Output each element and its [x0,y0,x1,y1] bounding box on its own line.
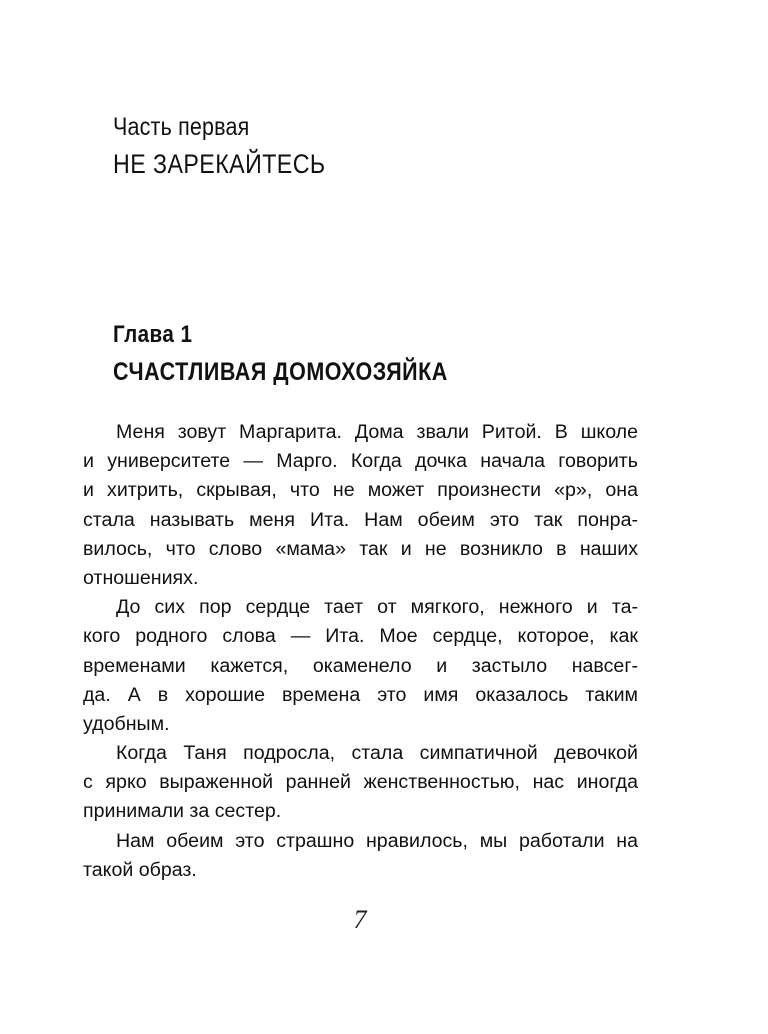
text-line: временами кажется, окаменело и застыло навсег- [83,654,638,677]
chapter-title: СЧАСТЛИВАЯ ДОМОХОЗЯЙКА [113,358,448,386]
paragraph-4 [83,827,638,885]
text-line: вилось, что слово «мама» так и не возникло в наших [83,537,638,560]
text-line: стала называть меня Ита. Нам обеим это так понра- [83,508,638,531]
text-line: да. А в хорошие времена это имя оказалось таким [83,683,638,706]
part-heading [113,110,360,184]
text-line: Нам обеим это страшно нравилось, мы работали на [116,829,638,852]
chapter-body [83,418,638,885]
paragraph-1 [83,418,638,593]
paragraph-3 [83,739,638,827]
text-line: До сих пор сердце тает от мягкого, нежного и та- [116,596,638,619]
text-line: и университете — Марго. Когда дочка начала говорить [83,450,638,473]
text-line: с ярко выраженной ранней женственностью, нас иногда [83,771,638,794]
text-line: отношениях. [83,566,199,589]
text-line: такой образ. [83,858,197,881]
chapter-label: Глава 1 [113,321,193,348]
text-line: Меня зовут Маргарита. Дома звали Ритой. В школе [116,421,638,443]
chapter-heading [113,318,502,392]
page-number: 7 [353,905,367,934]
part-label: Часть первая [113,113,250,141]
text-line: удобным. [83,712,170,735]
part-title: НЕ ЗАРЕКАЙТЕСЬ [113,149,326,179]
text-line: и хитрить, скрывая, что не может произнести «р», она [83,479,638,502]
text-line: принимали за сестер. [83,800,282,823]
text-line: Когда Таня подросла, стала симпатичной девочкой [116,742,638,765]
text-line: кого родного слова — Ита. Мое сердце, которое, как [83,625,638,648]
paragraph-2 [83,593,638,739]
